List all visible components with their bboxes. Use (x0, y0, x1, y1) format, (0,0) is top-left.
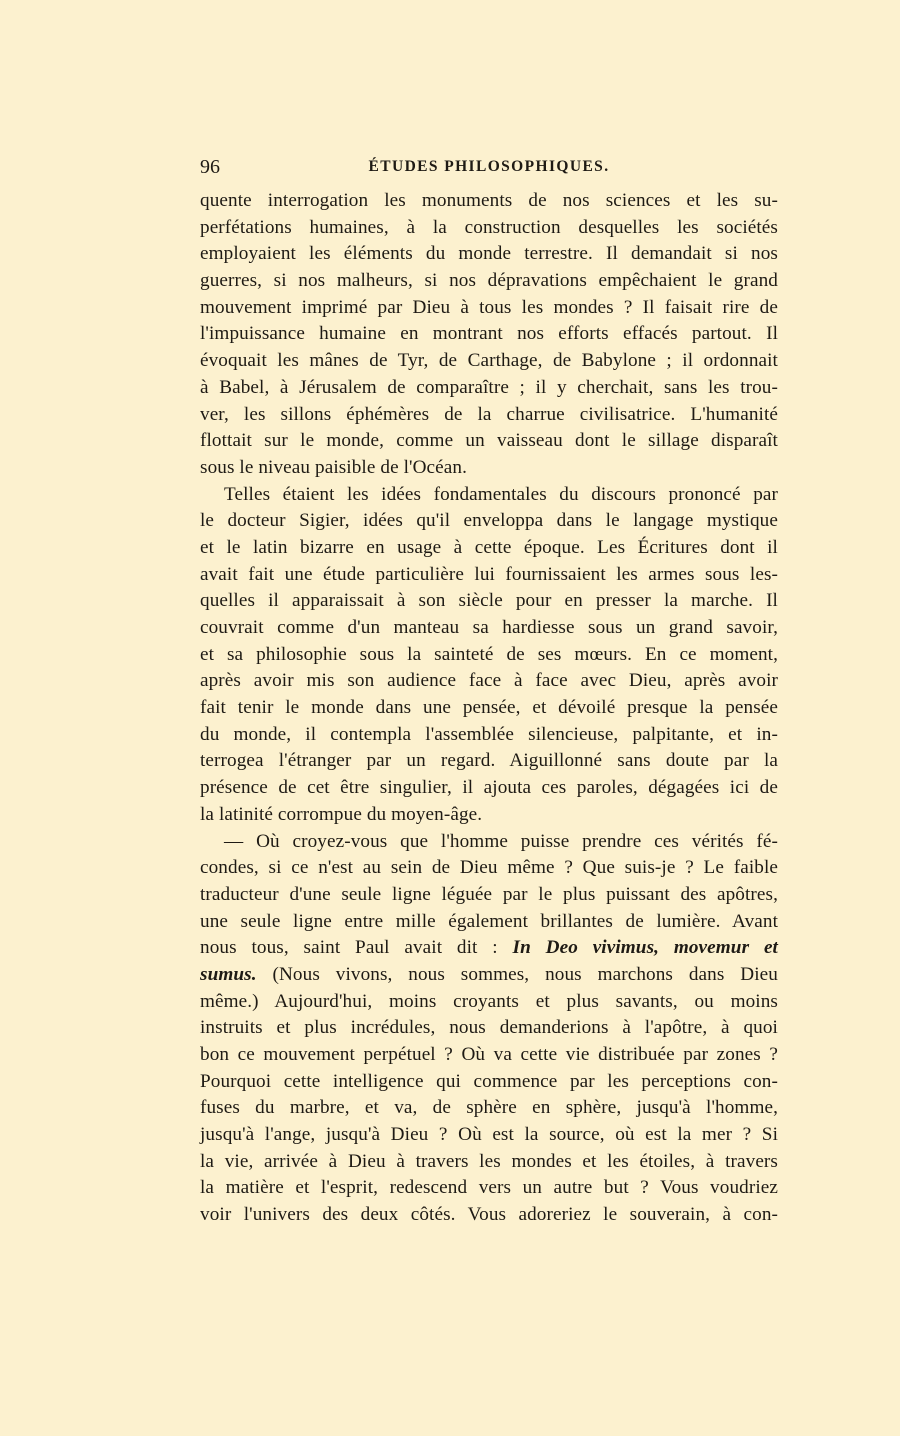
italic-latin-text: sumus. (200, 963, 257, 985)
text-segment: (Nous vivons, nous sommes, nous marchons dans Dieu (256, 963, 778, 985)
text-line: Pourquoi cette intelligence qui commence par les perceptions con- (200, 1070, 778, 1092)
text-line: le docteur Sigier, idées qu'il enveloppa dans le langage mystique (200, 510, 778, 532)
text-line: bon ce mouvement perpétuel ? Où va cette vie distribuée par zones ? (200, 1044, 778, 1065)
text-line: flottait sur le monde, comme un vaisseau dont le sillage disparaît (200, 430, 778, 452)
paragraph (200, 188, 778, 482)
text-line: traducteur d'une seule ligne léguée par le plus puissant des apôtres, (200, 883, 778, 905)
running-title: ÉTUDES PHILOSOPHIQUES. (368, 158, 610, 175)
text-line: quente interrogation les monuments de nos sciences et les su- (200, 190, 778, 211)
text-line: instruits et plus incrédules, nous demanderions à l'apôtre, à quoi (200, 1017, 778, 1039)
text-line: évoquait les mânes de Tyr, de Carthage, de Babylone ; il ordonnait (200, 350, 778, 372)
text-line: perfétations humaines, à la construction desquelles les sociétés (200, 216, 778, 238)
page-number: 96 (200, 156, 220, 178)
text-line: quelles il apparaissait à son siècle pour en presser la marche. Il (200, 590, 778, 612)
text-line: après avoir mis son audience face à face avec Dieu, après avoir (200, 670, 778, 692)
text-line: ver, les sillons éphémères de la charrue civilisatrice. L'humanité (200, 403, 778, 425)
text-line: et sa philosophie sous la sainteté de ses mœurs. En ce moment, (200, 643, 778, 665)
text-line: et le latin bizarre en usage à cette époque. Les Écritures dont il (200, 536, 778, 558)
paragraph (200, 482, 778, 829)
text-line: du monde, il contempla l'assemblée silencieuse, palpitante, et in- (200, 723, 778, 745)
text-line: la vie, arrivée à Dieu à travers les mondes et les étoiles, à travers (200, 1150, 778, 1172)
page-body (200, 188, 778, 1229)
text-line: Telles étaient les idées fondamentales du discours prononcé par (224, 483, 778, 505)
text-line: présence de cet être singulier, il ajouta ces paroles, dégagées ici de (200, 777, 778, 799)
paragraph (200, 829, 778, 1229)
running-header (200, 150, 778, 180)
text-line (200, 962, 778, 989)
text-line: la latinité corrompue du moyen-âge. (200, 803, 483, 825)
text-line: l'impuissance humaine en montrant nos efforts effacés partout. Il (200, 323, 778, 345)
text-line: une seule ligne entre mille également brillantes de lumière. Avant (200, 910, 778, 932)
text-line: couvrait comme d'un manteau sa hardiesse sous un grand savoir, (200, 617, 778, 638)
text-line: fuses du marbre, et va, de sphère en sphère, jusqu'à l'homme, (200, 1097, 778, 1119)
text-line: fait tenir le monde dans une pensée, et dévoilé presque la pensée (200, 697, 778, 719)
text-line: avait fait une étude particulière lui fournissaient les armes sous les- (200, 563, 778, 585)
text-line: guerres, si nos malheurs, si nos dépravations empêchaient le grand (200, 270, 778, 292)
text-line: sous le niveau paisible de l'Océan. (200, 456, 467, 478)
text-line: — Où croyez-vous que l'homme puisse prendre ces vérités fé- (224, 830, 778, 852)
text-line: mouvement imprimé par Dieu à tous les mondes ? Il faisait rire de (200, 296, 778, 318)
text-line: même.) Aujourd'hui, moins croyants et plus savants, ou moins (200, 990, 778, 1012)
italic-latin-text: In Deo vivimus, movemur et (512, 937, 778, 959)
text-line: terrogea l'étranger par un regard. Aiguillonné sans doute par la (200, 750, 778, 772)
text-line: condes, si ce n'est au sein de Dieu même ? Que suis-je ? Le faible (200, 857, 778, 879)
text-line (200, 935, 778, 962)
text-segment: nous tous, saint Paul avait dit : (200, 937, 513, 959)
text-line: voir l'univers des deux côtés. Vous adoreriez le souverain, à con- (200, 1204, 778, 1226)
text-line: la matière et l'esprit, redescend vers un autre but ? Vous voudriez (200, 1177, 778, 1199)
text-line: employaient les éléments du monde terrestre. Il demandait si nos (200, 243, 778, 265)
text-line: à Babel, à Jérusalem de comparaître ; il y cherchait, sans les trou- (200, 376, 778, 398)
book-page (200, 150, 778, 1229)
text-line: jusqu'à l'ange, jusqu'à Dieu ? Où est la source, où est la mer ? Si (200, 1124, 778, 1146)
